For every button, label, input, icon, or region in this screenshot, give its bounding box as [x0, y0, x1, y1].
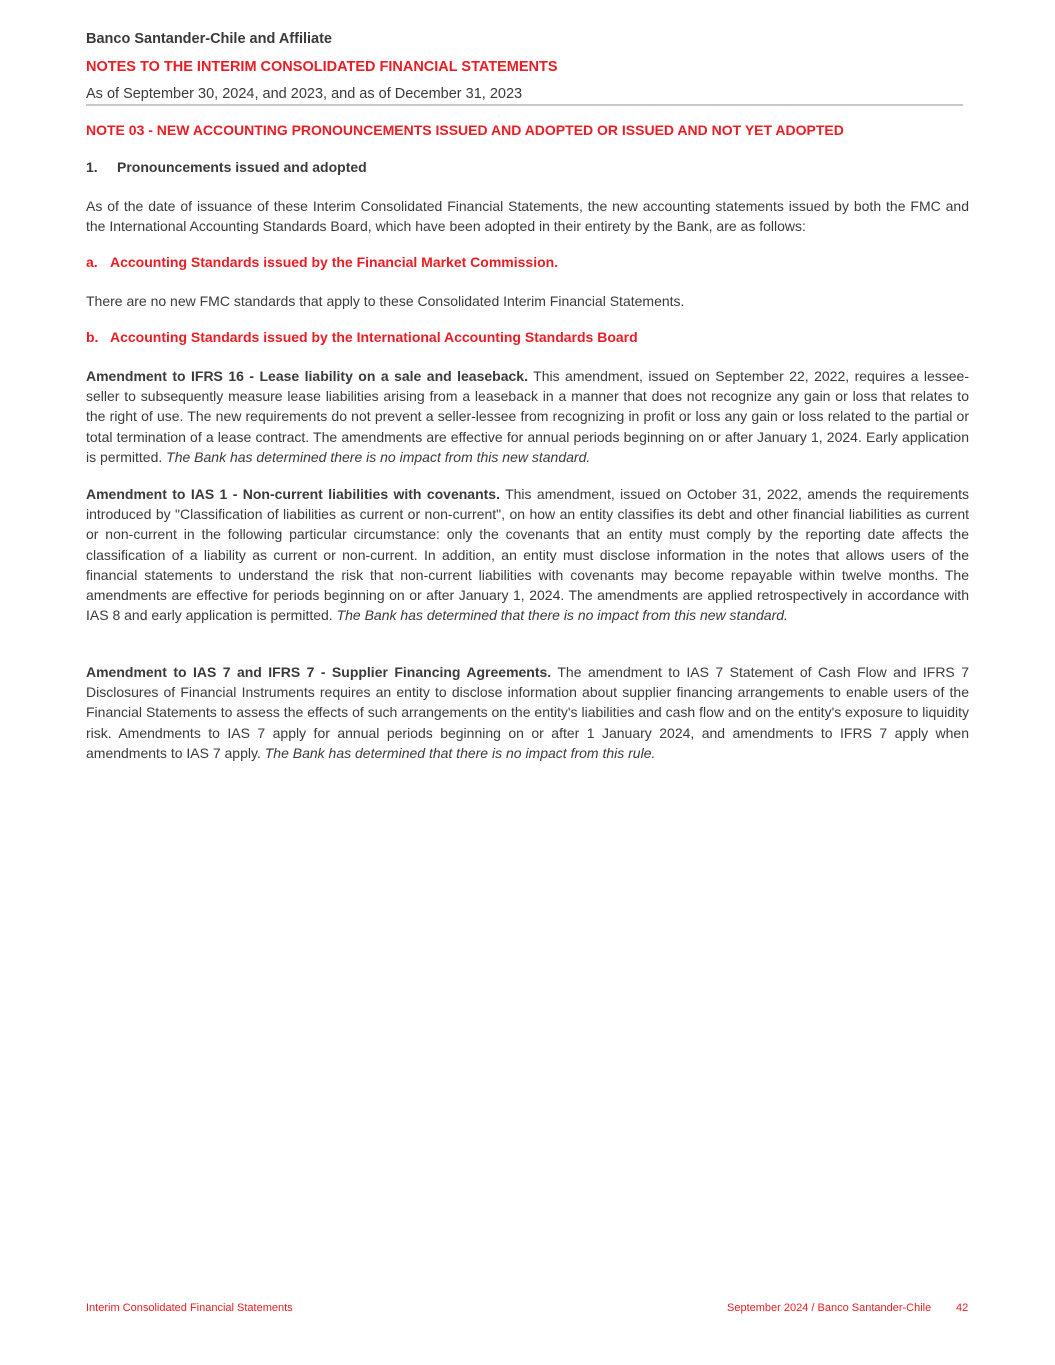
company-name: Banco Santander-Chile and Affiliate — [86, 31, 332, 47]
as-of-date: As of September 30, 2024, and 2023, and as of December 31, 2023 — [86, 86, 523, 102]
page-number: 42 — [956, 1302, 969, 1314]
header-divider — [86, 104, 963, 106]
subsection-a-letter: a. — [86, 254, 98, 270]
footer-document-title: Interim Consolidated Financial Statements — [86, 1302, 293, 1314]
amendment-ias7-ifrs7-paragraph — [86, 662, 969, 763]
amendment-title: Amendment to IFRS 16 - Lease liability on a sale and leaseback. — [86, 368, 528, 384]
section-1-number: 1. — [86, 159, 98, 175]
amendment-ias1-paragraph — [86, 484, 969, 625]
subsection-b-heading — [86, 329, 638, 345]
footer-period: September 2024 / Banco Santander-Chile — [727, 1302, 932, 1314]
amendment-body: The amendment to IAS 7 Statement of Cash Flow and IFRS 7 Disclosures of Financial Instruments requires an entity to disclose information about supplier financing arrangements to enable users of the Financial Statements to assess the effects of such arrangements on the entity's liabilities and cash flow and on the entity's exposure to liquidity risk. Amendments to IAS 7 apply for annual periods beginning on or after 1 January 2024, and amendments to IFRS 7 apply when amendments to IAS 7 apply. — [86, 664, 969, 761]
subsection-a-paragraph: There are no new FMC standards that apply to these Consolidated Interim Financial Statements. — [86, 293, 685, 309]
amendment-conclusion: The Bank has determined that there is no impact from this rule. — [264, 744, 656, 761]
intro-paragraph: As of the date of issuance of these Interim Consolidated Financial Statements, the new accounting statements issued by both the FMC and the International Accounting Standards Board, which have been adopted in their entirety by the Bank, are as follows: — [86, 198, 969, 235]
amendment-title: Amendment to IAS 1 - Non-current liabilities with covenants. — [86, 486, 500, 502]
subsection-a-heading — [86, 254, 558, 270]
subsection-a-title: Accounting Standards issued by the Financial Market Commission. — [110, 254, 559, 270]
note-heading: NOTE 03 - NEW ACCOUNTING PRONOUNCEMENTS ISSUED AND ADOPTED OR ISSUED AND NOT YET ADOPTED — [86, 122, 844, 138]
subsection-b-letter: b. — [86, 329, 99, 345]
notes-title: NOTES TO THE INTERIM CONSOLIDATED FINANCIAL STATEMENTS — [86, 59, 558, 75]
amendment-conclusion: The Bank has determined there is no impact from this new standard. — [166, 448, 591, 465]
subsection-b-title: Accounting Standards issued by the International Accounting Standards Board — [110, 329, 638, 345]
amendment-ifrs16-paragraph — [86, 366, 969, 467]
amendment-body: This amendment, issued on October 31, 2022, amends the requirements introduced by "Classification of liabilities as current or non-current", on how an entity classifies its debt and other financial liabilities as current or non-current in the following particular circumstance: only the covenants that an entity must comply by the reporting date affects the classification of a liability as current or non-current. In addition, an entity must disclose information in the notes that allows users of the financial statements to understand the risk that non-current liabilities with covenants may become repayable within twelve months. The amendments are effective for periods beginning on or after January 1, 2024. The amendments are applied retrospectively in accordance with IAS 8 and early application is permitted. — [86, 486, 969, 624]
amendment-title: Amendment to IAS 7 and IFRS 7 - Supplier Financing Agreements. — [86, 664, 552, 680]
amendment-body: This amendment, issued on September 22, 2022, requires a lessee-seller to subsequently measure lease liabilities arising from a leaseback in a manner that does not recognize any gain or loss that relates to the right of use. The new requirements do not prevent a seller-lessee from recognizing in profit or loss any gain or loss related to the partial or total termination of a lease contract. The amendments are effective for annual periods beginning on or after January 1, 2024. Early application is permitted. — [86, 368, 969, 465]
section-1-title: Pronouncements issued and adopted — [117, 159, 367, 175]
section-1-heading — [86, 159, 367, 175]
amendment-conclusion: The Bank has determined that there is no impact from this new standard. — [336, 607, 788, 624]
